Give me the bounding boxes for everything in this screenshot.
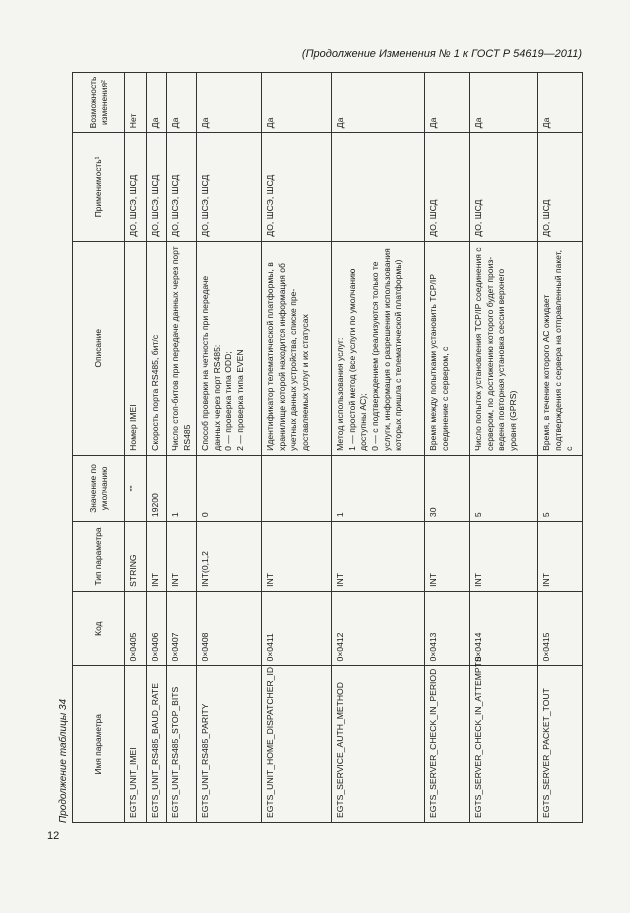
param-name: EGTS_SERVER_CHECK_IN_PERIOD [425,666,470,823]
param-code: 0×0415 [538,591,583,666]
table-caption: Продолжение таблицы 34 [58,698,69,823]
table-row [262,73,332,823]
col-header-applicability: Применимость¹ [73,133,125,241]
param-name: EGTS_SERVER_CHECK_IN_ATTEMPTS [470,666,538,823]
param-type: INT [538,522,583,592]
param-applicability: ДО, ШСЭ, ШСД [197,133,262,241]
col-header-code: Код [73,591,125,666]
param-changeable: Да [147,73,167,133]
param-code: 0×0411 [262,591,332,666]
parameters-table [72,72,583,823]
param-changeable: Да [167,73,197,133]
param-description: Время, в течение которого АС ожидает подтверждения с сервера на отправленный пакет, с [538,241,583,455]
page-number: 12 [47,830,60,842]
param-changeable: Да [332,73,425,133]
param-type: INT [470,522,538,592]
param-name: EGTS_UNIT_RS485_BAUD_RATE [147,666,167,823]
param-code: 0×0414 [470,591,538,666]
param-type: INT [425,522,470,592]
running-header: (Продолжение Изменения № 1 к ГОСТ Р 54619—2011) [301,48,582,60]
param-changeable: Да [197,73,262,133]
param-code: 0×0408 [197,591,262,666]
table-row [470,73,538,823]
col-header-changeable: Возможность изменения² [73,73,125,133]
col-header-default: Значение по умолчанию [73,455,125,521]
param-applicability: ДО, ШСД [538,133,583,241]
param-code: 0×0407 [167,591,197,666]
param-description: Время между попытками установить TCP/IP соединение с сервером, с [425,241,470,455]
param-type: INT [332,522,425,592]
param-changeable: Да [425,73,470,133]
param-name: EGTS_UNIT_RS485_STOP_BITS [167,666,197,823]
param-applicability: ДО, ШСД [470,133,538,241]
param-description: Способ проверки на четность при передаче данных через порт RS485: 0 — проверка типа ODD; 2 — проверка типа EVEN [197,241,262,455]
table-row [147,73,167,823]
param-changeable: Да [470,73,538,133]
table-row [538,73,583,823]
param-default: 1 [332,455,425,521]
param-changeable: Нет [125,73,147,133]
param-default: 5 [538,455,583,521]
param-name: EGTS_UNIT_HOME_DISPATCHER_ID [262,666,332,823]
param-type: INT(0,1,2 [197,522,262,592]
param-description: Скорость порта RS485, бит/с [147,241,167,455]
param-default: 0 [197,455,262,521]
param-description: Метод использования услуг: 1 — простой метод (все услуги по умолчанию доступны АС); 0 — с подтверждением (реализуются только те услуги, информация о разрешении использования которых пришла с телематической платформы) [332,241,425,455]
param-applicability: ДО, ШСД [425,133,470,241]
param-default: 30 [425,455,470,521]
col-header-type: Тип параметра [73,522,125,592]
param-default: 19200 [147,455,167,521]
param-code: 0×0413 [425,591,470,666]
param-default: 1 [167,455,197,521]
param-code: 0×0405 [125,591,147,666]
table-row [332,73,425,823]
col-header-description: Описание [73,241,125,455]
param-description: Идентификатор телематической платформы, в хранилище которой находится информация об учетных данных устройства, списке предоставляемых услуг и их статусах [262,241,332,455]
param-default: "" [125,455,147,521]
param-type: STRING [125,522,147,592]
table-row [425,73,470,823]
param-name: EGTS_UNIT_RS485_PARITY [197,666,262,823]
rotated-table-area [58,72,583,823]
param-default [262,455,332,521]
col-header-name: Имя параметра [73,666,125,823]
param-applicability: ДО, ШСЭ, ШСД [262,133,332,241]
param-changeable: Да [262,73,332,133]
param-changeable: Да [538,73,583,133]
param-description: Номер IMEI [125,241,147,455]
table-header-row [73,73,125,823]
param-type: INT [262,522,332,592]
param-applicability: ДО, ШСЭ, ШСД [167,133,197,241]
table-row [197,73,262,823]
param-type: INT [147,522,167,592]
param-type: INT [167,522,197,592]
param-description: Число стоп-битов при передаче данных через порт RS485 [167,241,197,455]
param-name: EGTS_UNIT_IMEI [125,666,147,823]
table-row [167,73,197,823]
param-default: 5 [470,455,538,521]
param-applicability: ДО, ШСЭ, ШСД [125,133,147,241]
param-name: EGTS_SERVICE_AUTH_METHOD [332,666,425,823]
param-applicability [332,133,425,241]
param-description: Число попыток установления TCP/IP соединения с сервером, по достижению которого будет произведена повторная установка сессии верхнего уровня (GPRS) [470,241,538,455]
param-code: 0×0406 [147,591,167,666]
table-row [125,73,147,823]
param-applicability: ДО, ШСЭ, ШСД [147,133,167,241]
param-code: 0×0412 [332,591,425,666]
param-name: EGTS_SERVER_PACKET_TOUT [538,666,583,823]
